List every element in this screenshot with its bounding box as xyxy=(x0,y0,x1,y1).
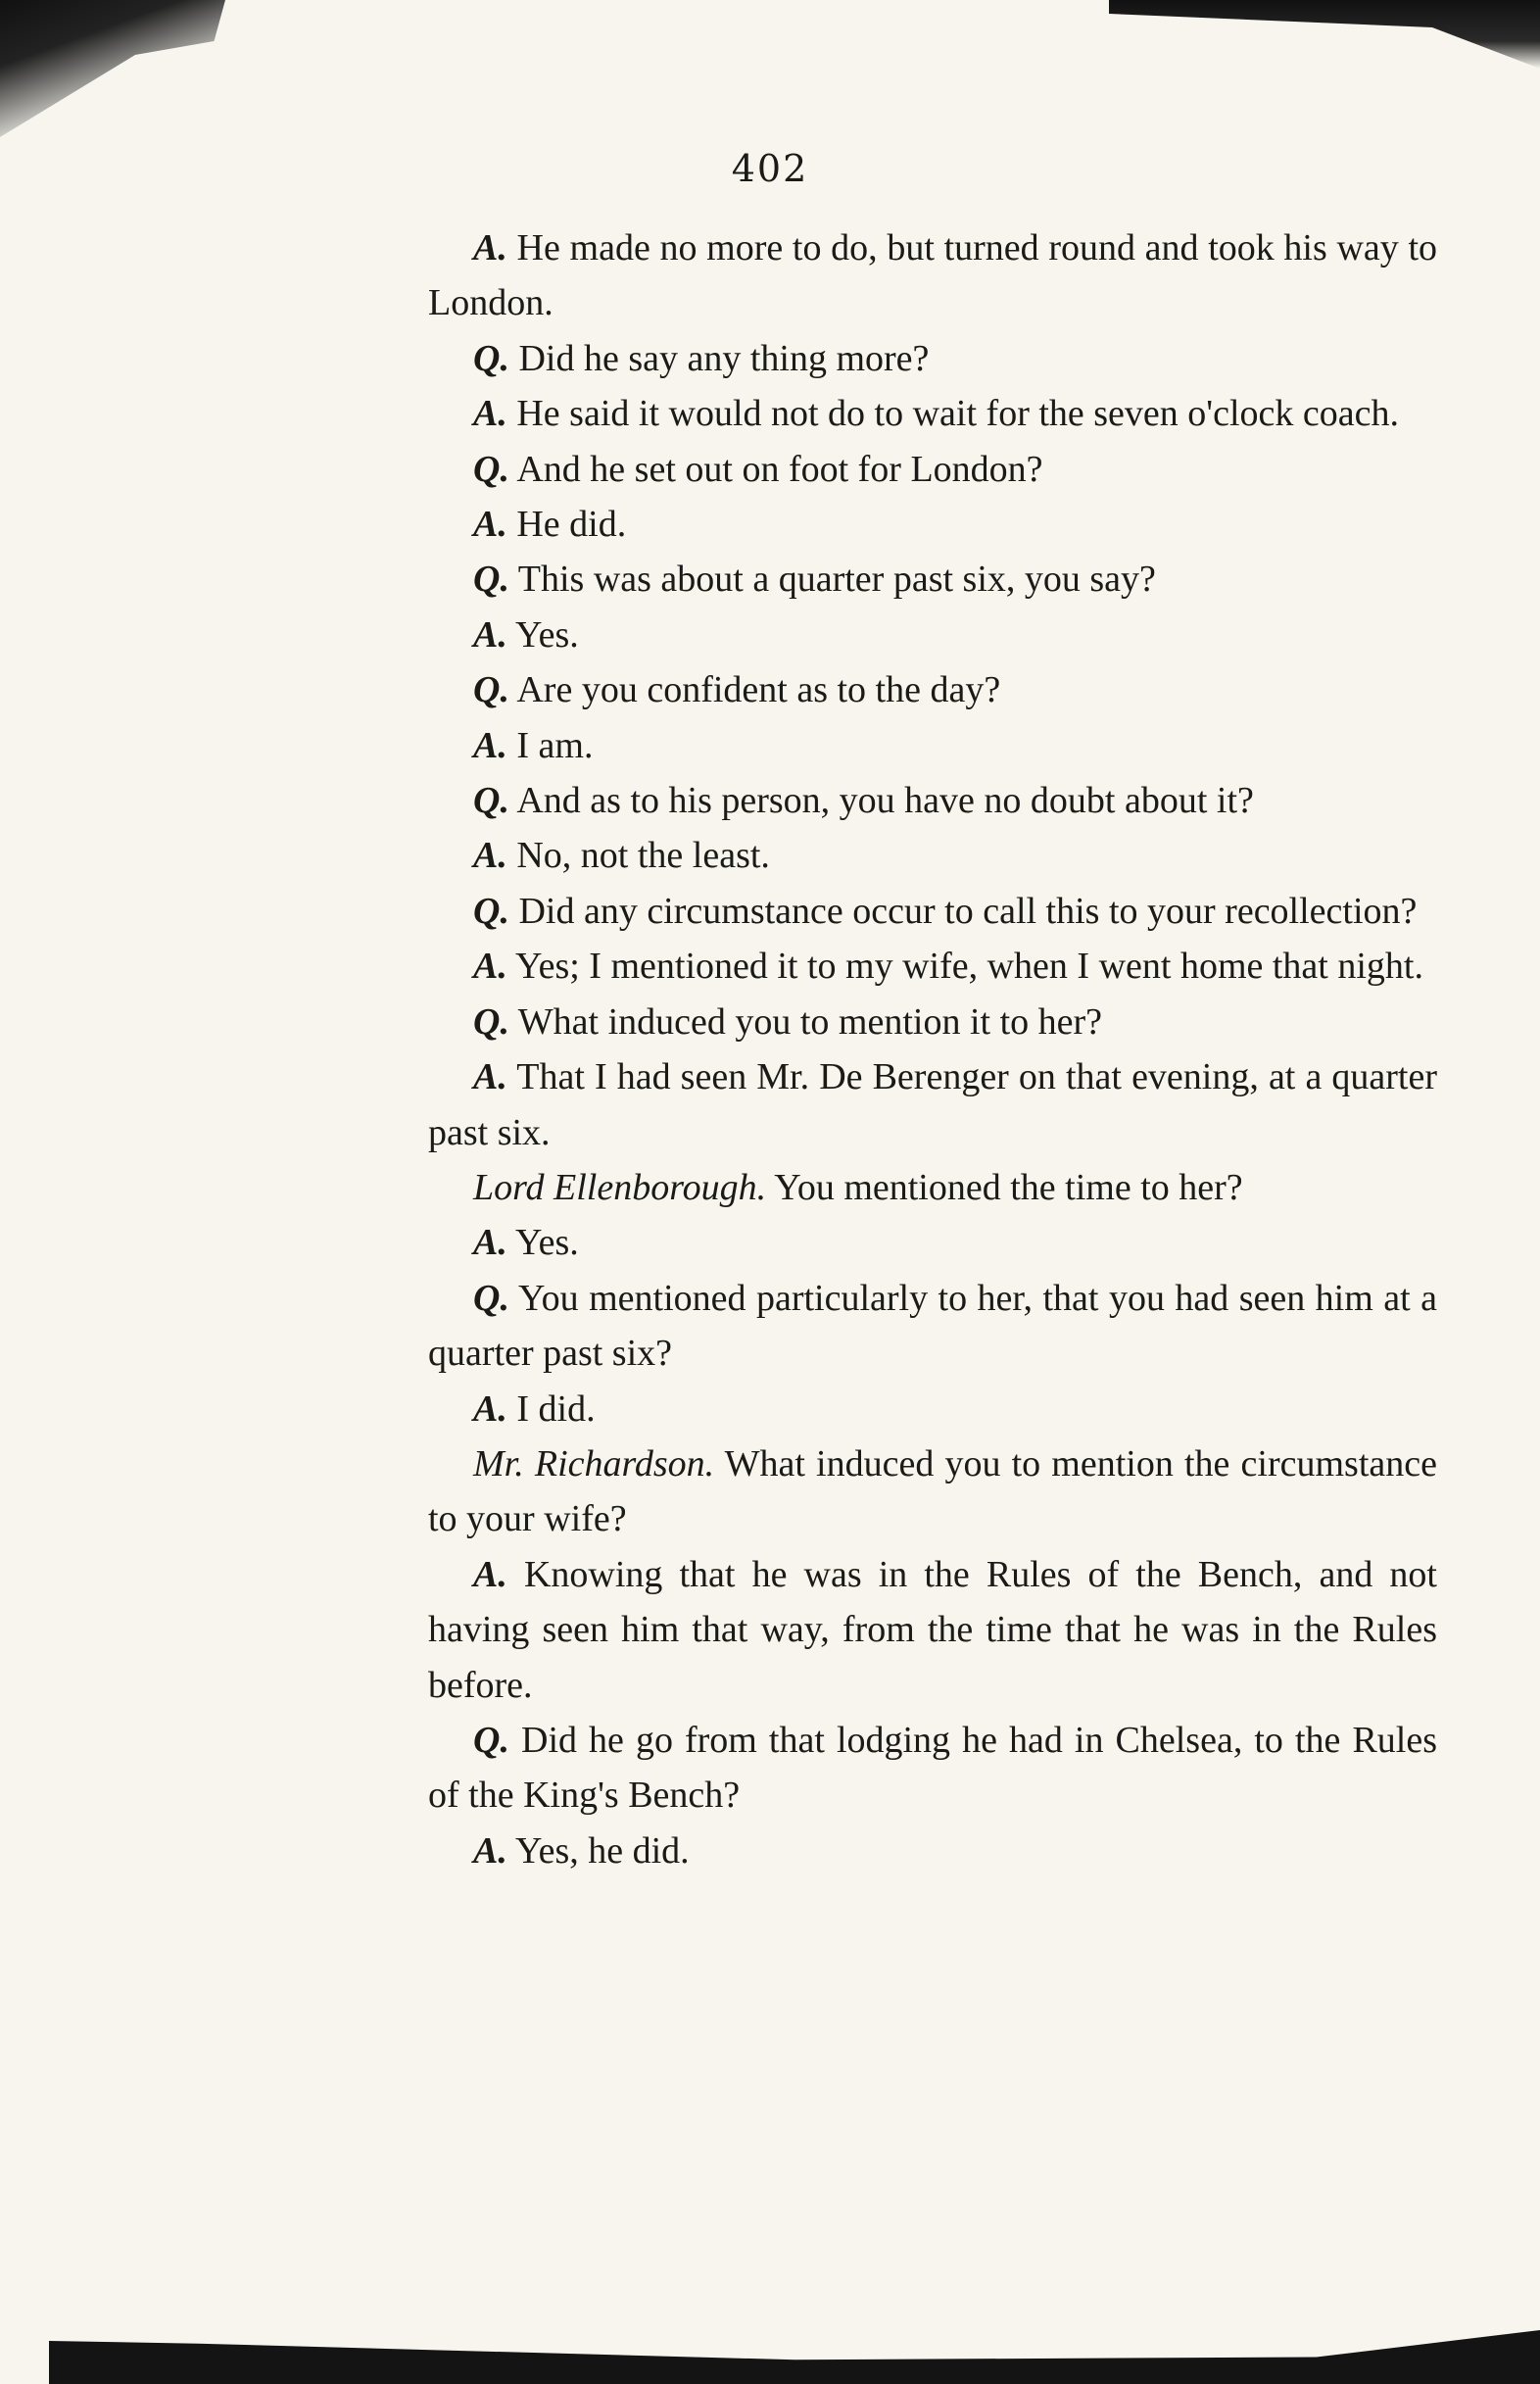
speaker-label: A. xyxy=(473,1056,507,1098)
speaker-label: Q. xyxy=(473,890,509,932)
speaker-label: Q. xyxy=(473,559,509,601)
transcript-paragraph xyxy=(428,884,1437,939)
paragraph-text: No, not the least. xyxy=(516,835,770,877)
transcript-paragraph xyxy=(428,939,1437,994)
speaker-label: A. xyxy=(473,1387,507,1430)
speaker-label: A. xyxy=(473,946,507,988)
paragraph-text: I am. xyxy=(516,724,594,766)
paragraph-text: He did. xyxy=(516,504,627,546)
transcript-paragraph xyxy=(428,442,1437,497)
speaker-label: A. xyxy=(473,393,507,435)
paragraph-text: Yes. xyxy=(514,613,579,656)
paragraph-text: Knowing that he was in the Rules of the Bench, and not having seen him that way, from the time that he was in the Rules before. xyxy=(428,1553,1437,1706)
transcript-paragraph xyxy=(428,1824,1437,1878)
transcript-paragraph xyxy=(428,828,1437,883)
speaker-label: Q. xyxy=(473,448,509,490)
paragraph-text: Did he say any thing more? xyxy=(518,337,930,379)
transcript-paragraph xyxy=(428,1271,1437,1382)
paragraph-text: Yes, he did. xyxy=(514,1829,690,1872)
speaker-label: Lord Ellenborough. xyxy=(473,1166,767,1208)
transcript-paragraph xyxy=(428,608,1437,662)
transcript-paragraph xyxy=(428,1160,1437,1215)
transcript-paragraph xyxy=(428,386,1437,441)
transcript-paragraph xyxy=(428,773,1437,828)
scan-edge-top-left xyxy=(0,0,225,137)
page-number: 402 xyxy=(731,147,809,190)
transcript-paragraph xyxy=(428,1713,1437,1824)
speaker-label: Q. xyxy=(473,1277,509,1319)
speaker-label: A. xyxy=(473,1222,507,1264)
transcript-paragraph xyxy=(428,552,1437,607)
speaker-label: Mr. Richardson. xyxy=(473,1442,715,1484)
scan-edge-top-right xyxy=(1109,0,1540,69)
speaker-label: Q. xyxy=(473,1000,509,1043)
paragraph-text: You mentioned the time to her? xyxy=(774,1166,1243,1208)
paragraph-text: Yes. xyxy=(514,1222,579,1264)
transcript-paragraph xyxy=(428,497,1437,552)
speaker-label: Q. xyxy=(473,1719,509,1761)
paragraph-text: Did he go from that lodging he had in Chelsea, to the Rules of the King's Bench? xyxy=(428,1719,1437,1817)
transcript-paragraph xyxy=(428,1547,1437,1713)
transcript-paragraph xyxy=(428,718,1437,773)
paragraph-text: He said it would not do to wait for the seven o'clock coach. xyxy=(516,393,1400,435)
transcript-paragraph xyxy=(428,995,1437,1049)
paragraph-text: Yes; I mentioned it to my wife, when I went home that night. xyxy=(514,946,1423,988)
transcript-paragraph xyxy=(428,1215,1437,1270)
paragraph-text: And he set out on foot for London? xyxy=(516,448,1043,490)
paragraph-text: He made no more to do, but turned round and took his way to London. xyxy=(428,227,1437,324)
paragraph-text: Are you confident as to the day? xyxy=(516,669,1001,711)
speaker-label: A. xyxy=(473,227,507,268)
speaker-label: A. xyxy=(473,1553,507,1595)
speaker-label: Q. xyxy=(473,780,509,822)
paragraph-text: That I had seen Mr. De Berenger on that evening, at a quarter past six. xyxy=(428,1056,1437,1153)
paragraph-text: What induced you to mention the circumstance to your wife? xyxy=(428,1442,1437,1540)
transcript-paragraph xyxy=(428,331,1437,386)
transcript-paragraph xyxy=(428,1382,1437,1436)
transcript-paragraph xyxy=(428,662,1437,717)
transcript-body xyxy=(428,220,1437,1878)
speaker-label: A. xyxy=(473,613,507,656)
paragraph-text: This was about a quarter past six, you say? xyxy=(517,559,1156,601)
speaker-label: A. xyxy=(473,835,507,877)
transcript-paragraph xyxy=(428,1436,1437,1547)
speaker-label: A. xyxy=(473,504,507,546)
paragraph-text: What induced you to mention it to her? xyxy=(517,1000,1103,1043)
speaker-label: Q. xyxy=(473,669,509,711)
scan-edge-bottom xyxy=(49,2330,1540,2384)
paragraph-text: I did. xyxy=(516,1387,596,1430)
transcript-paragraph xyxy=(428,1049,1437,1160)
transcript-paragraph xyxy=(428,220,1437,331)
speaker-label: Q. xyxy=(473,337,509,379)
paragraph-text: And as to his person, you have no doubt about it? xyxy=(516,780,1254,822)
paragraph-text: You mentioned particularly to her, that you had seen him at a quarter past six? xyxy=(428,1277,1437,1375)
paragraph-text: Did any circumstance occur to call this to your recollection? xyxy=(518,890,1418,932)
speaker-label: A. xyxy=(473,1829,507,1872)
speaker-label: A. xyxy=(473,724,507,766)
